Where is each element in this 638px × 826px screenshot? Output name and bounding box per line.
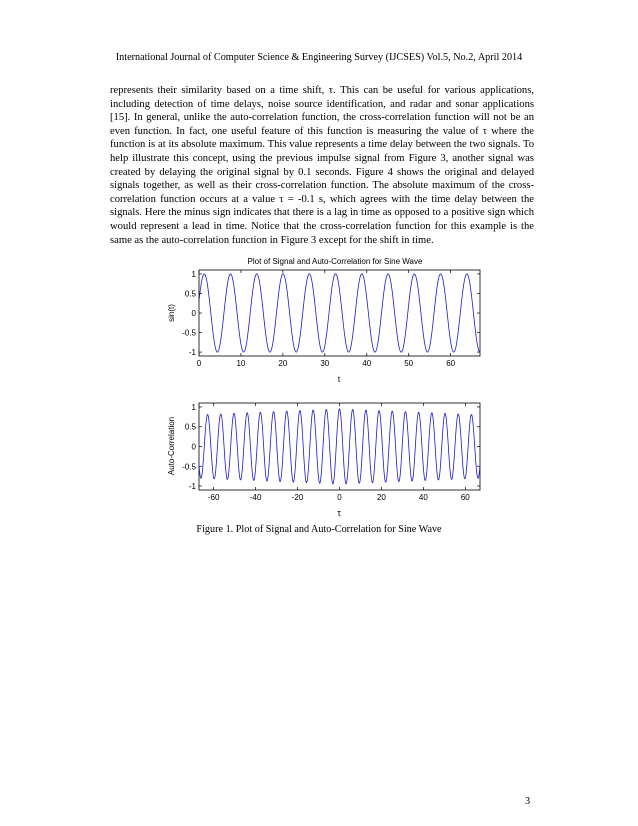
body-paragraph: represents their similarity based on a time shift, τ. This can be useful for various applications, including detection of time delays, noise source identification, and radar and sonar applications [15]. In general, unlike the auto-correlation function, the cross-correlation function will not be an even function. In fact, one useful feature of this function is measuring the value of τ where the function is at its absolute maximum. This value represents a time delay between the two signals. To help illustrate this concept, using the previous impulse signal from Figure 3, another signal was created by delaying the original signal by 0.1 seconds. Figure 4 shows the original and delayed signals together, as well as their cross-correlation function. The absolute maximum of the cross-correlation function occurs at a value τ = -0.1 s, which agrees with the time delay between the signals. Here the minus sign indicates that there is a lag in time as opposed to a positive sign which would represent a lead in time. Notice that the cross-correlation function for this example is the same as the auto-correlation function in Figure 3 except for the shift in time.: [110, 85, 534, 246]
autocorrelation-x-tick-label: 60: [460, 493, 470, 502]
signal-x-tick-label: 30: [320, 359, 330, 368]
signal-y-tick-label: 0: [191, 309, 196, 318]
body-text: [110, 84, 534, 247]
autocorrelation-y-tick-label: 0.5: [184, 422, 196, 432]
signal-line-sin-t: [199, 274, 480, 352]
autocorrelation-x-tick-label: 20: [376, 493, 386, 502]
autocorrelation-line: [199, 409, 480, 484]
autocorrelation-x-tick-label: -40: [249, 493, 262, 502]
signal-y-tick-label: -0.5: [182, 328, 196, 338]
signal-x-tick-label: 10: [236, 359, 246, 368]
signal-y-tick-label: 1: [191, 269, 196, 279]
autocorrelation-y-tick-label: -1: [188, 482, 196, 492]
autocorrelation-x-tick-label: -60: [207, 493, 220, 502]
signal-x-ticks: [197, 270, 456, 368]
autocorrelation-y-label: Auto-Correlation: [167, 416, 176, 476]
signal-y-tick-label: 0.5: [184, 289, 196, 299]
signal-x-tick-label: 40: [362, 359, 372, 368]
figure-sine-autocorrelation: [160, 250, 490, 525]
signal-plot: [167, 270, 480, 384]
signal-x-tick-label: 60: [446, 359, 456, 368]
signal-y-tick-label: -1: [188, 348, 196, 358]
figure-caption: Figure 1. Plot of Signal and Auto-Correlation for Sine Wave: [196, 524, 442, 535]
signal-y-ticks: [182, 270, 480, 357]
journal-header: International Journal of Computer Science & Engineering Survey (IJCSES) Vol.5, No.2, April 2014: [115, 52, 523, 63]
autocorrelation-plot: [167, 403, 480, 518]
autocorrelation-x-tick-label: 40: [418, 493, 428, 502]
signal-x-tick-label: 20: [278, 359, 288, 368]
autocorrelation-y-tick-label: 0: [191, 442, 196, 452]
autocorrelation-y-tick-label: -0.5: [182, 462, 196, 472]
page-number: 3: [525, 796, 531, 807]
autocorrelation-x-tick-label: 0: [337, 493, 342, 502]
autocorrelation-y-tick-label: 1: [191, 402, 196, 412]
autocorrelation-x-tick-label: -20: [291, 493, 304, 502]
autocorrelation-x-label: τ: [337, 508, 341, 518]
signal-x-tick-label: 50: [404, 359, 414, 368]
chart-title: Plot of Signal and Auto-Correlation for Sine Wave: [247, 257, 423, 266]
signal-y-label: sin(t): [167, 304, 176, 322]
signal-x-label: t: [337, 375, 341, 384]
signal-x-tick-label: 0: [196, 359, 202, 368]
